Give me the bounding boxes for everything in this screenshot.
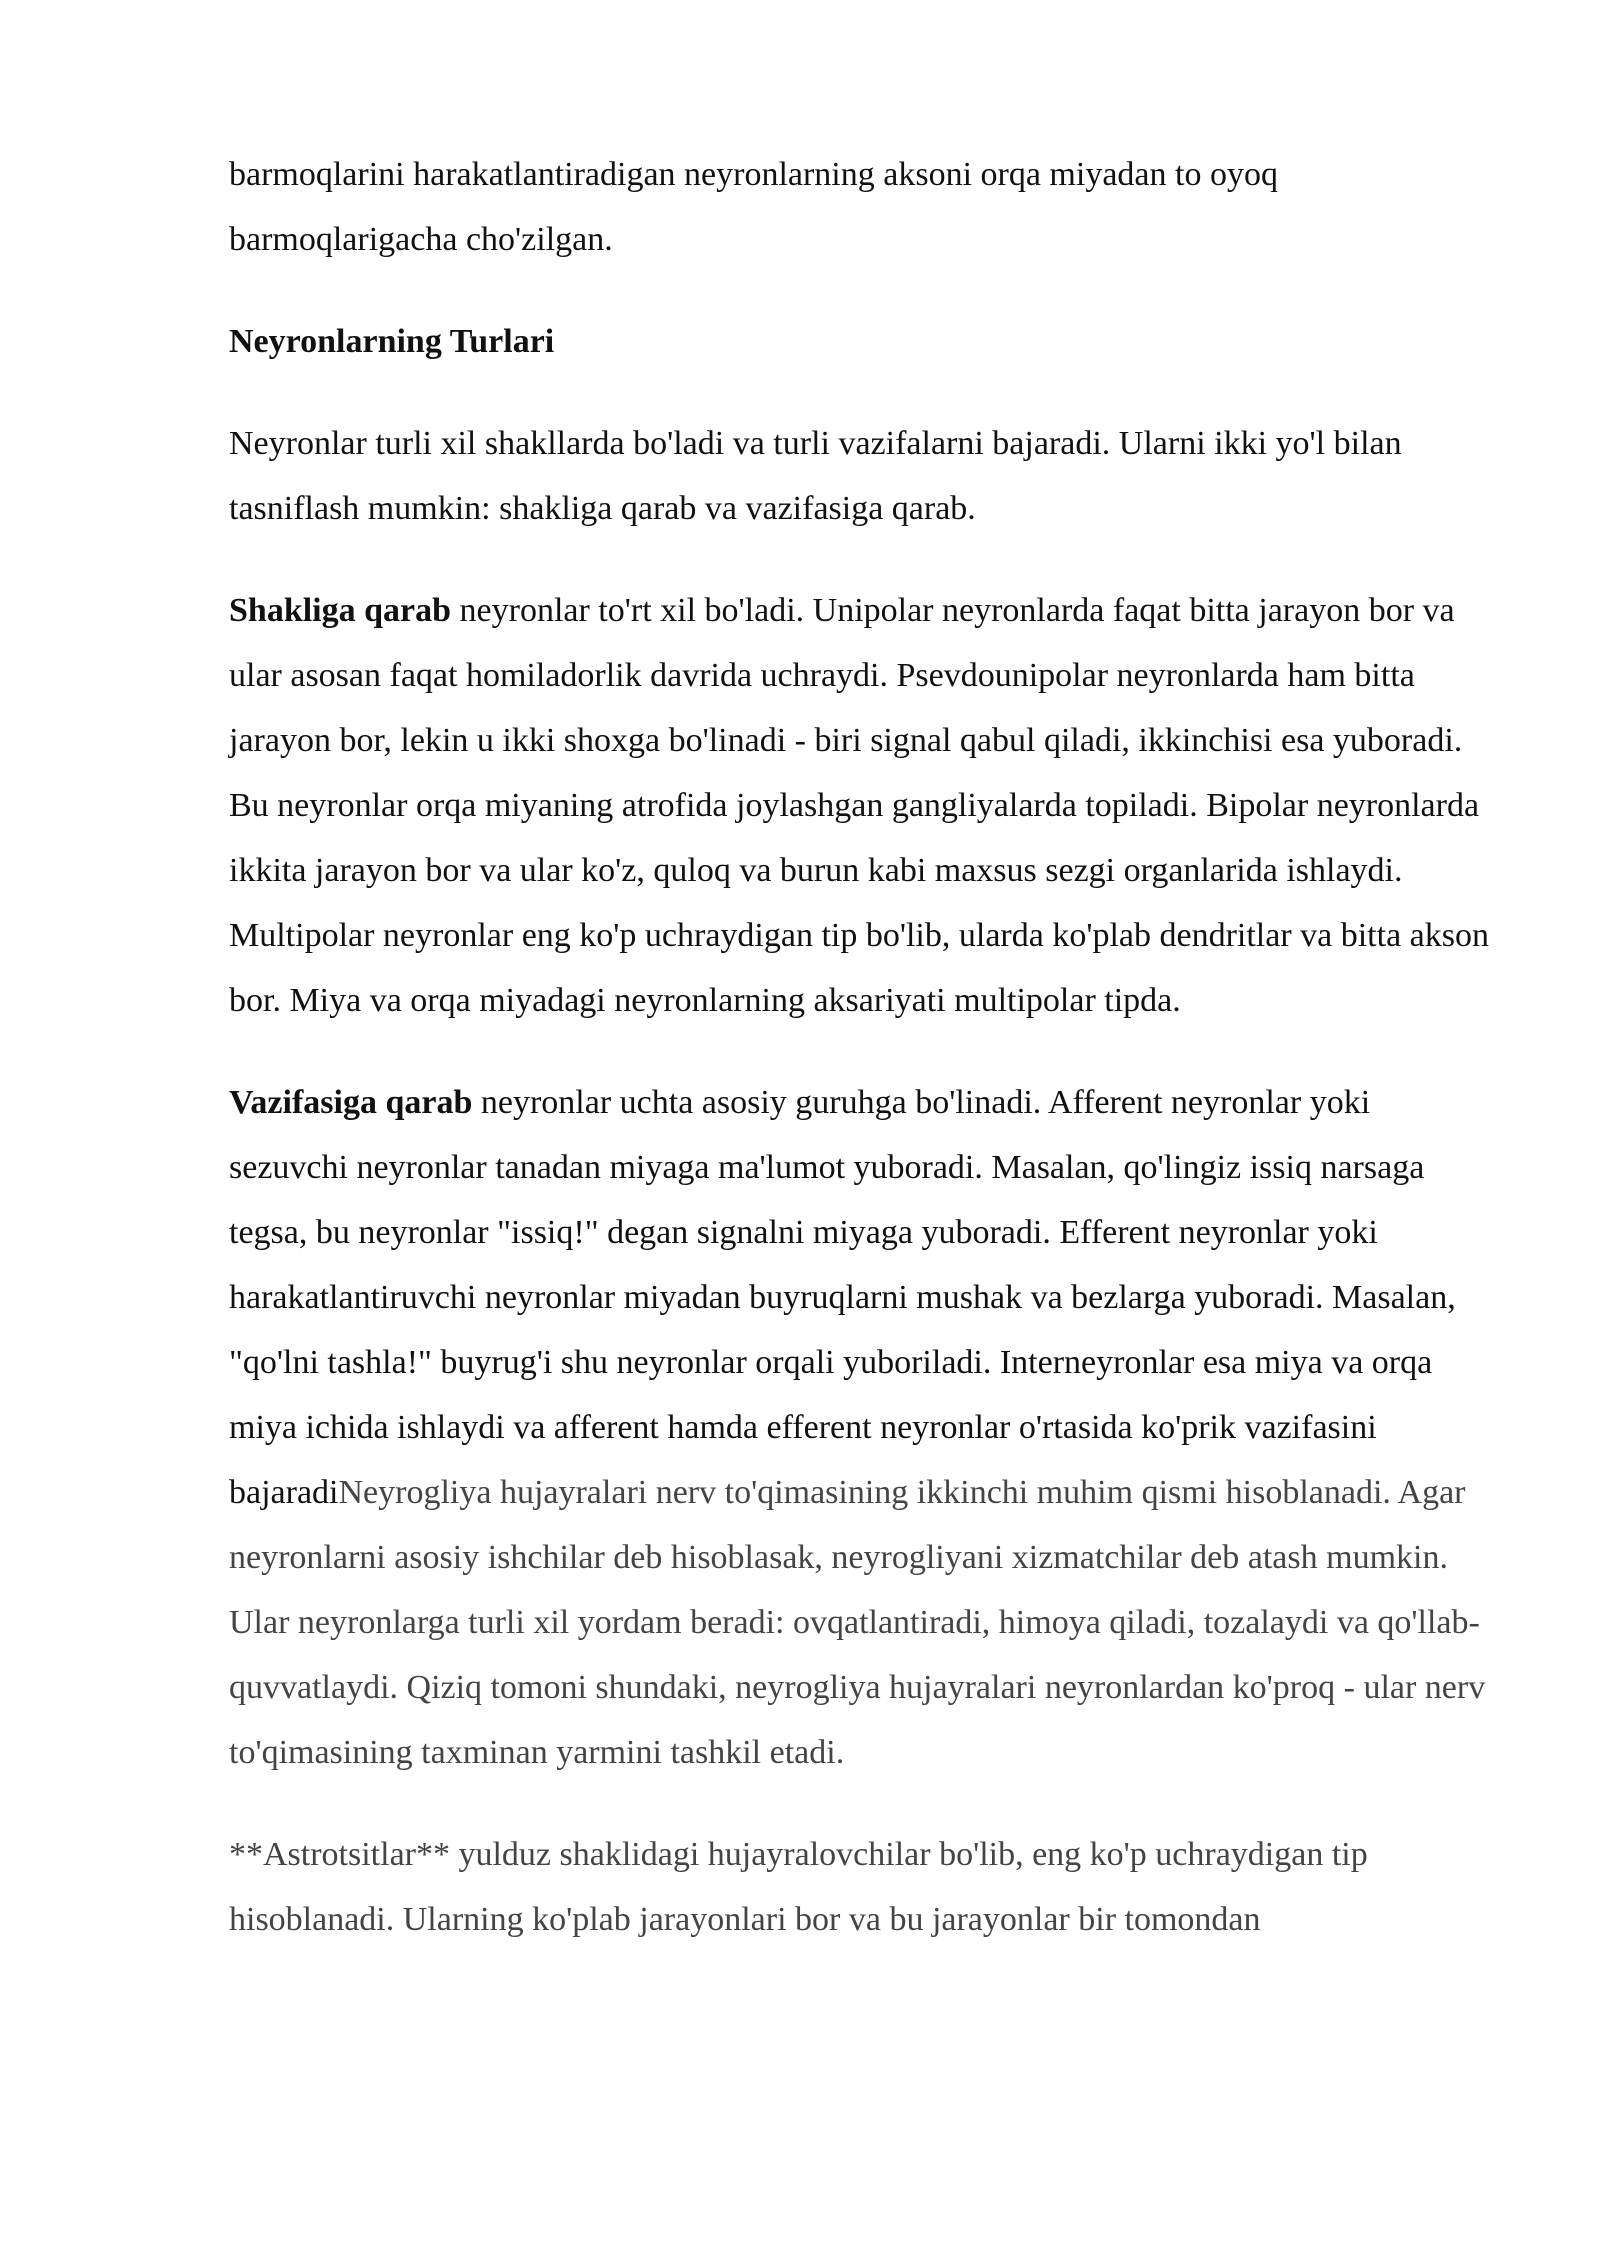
paragraph-by-shape xyxy=(229,578,1489,1033)
paragraph-classification: Neyronlar turli xil shakllarda bo'ladi va turli vazifalarni bajaradi. Ularni ikki yo'l bilan tasniflash mumkin: shakliga qarab va vazifasiga qarab. xyxy=(229,425,1402,527)
document-body xyxy=(229,142,1489,1989)
section-heading: Neyronlarning Turlari xyxy=(229,323,555,360)
paragraph-astrocytes: **Astrotsitlar** yulduz shaklidagi hujayralovchilar bo'lib, eng ko'p uchraydigan tip hisoblanadi. Ularning ko'plab jarayonlari bor va bu jarayonlar bir tomondan xyxy=(229,1836,1368,1938)
paragraph-intro: barmoqlarini harakatlantiradigan neyronlarning aksoni orqa miyadan to oyoq barmoqlarigacha cho'zilgan. xyxy=(229,156,1278,258)
paragraph-body-function: neyronlar uchta asosiy guruhga bo'linadi. Afferent neyronlar yoki sezuvchi neyronlar tanadan miyaga ma'lumot yuboradi. Masalan, qo'lingiz issiq narsaga tegsa, bu neyronlar "issiq!" degan signalni miyaga yuboradi. Efferent neyronlar yoki harakatlantiruvchi neyronlar miyadan buyruqlarni mushak va bezlarga yuboradi. Masalan, "qo'lni tashla!" buyrug'i shu neyronlar orqali yuboriladi. Interneyronlar esa miya va orqa miya ichida ishlaydi va afferent hamda efferent neyronlar o'rtasida ko'prik vazifasini bajaradi xyxy=(229,1084,1456,1511)
paragraph-by-function xyxy=(229,1070,1489,1785)
paragraph-neuroglia: Neyrogliya hujayralari nerv to'qimasining ikkinchi muhim qismi hisoblanadi. Agar neyronlarni asosiy ishchilar deb hisoblasak, neyrogliyani xizmatchilar deb atash mumkin. Ular neyronlarga turli xil yordam beradi: ovqatlantiradi, himoya qiladi, tozalaydi va qo'llab-quvvatlaydi. Qiziq tomoni shundaki, neyrogliya hujayralari neyronlardan ko'proq - ular nerv to'qimasining taxminan yarmini tashkil etadi. xyxy=(229,1474,1486,1771)
paragraph-lead-shape: Shakliga qarab xyxy=(229,592,452,629)
paragraph-body-shape: neyronlar to'rt xil bo'ladi. Unipolar neyronlarda faqat bitta jarayon bor va ular asosan faqat homiladorlik davrida uchraydi. Psevdounipolar neyronlarda ham bitta jarayon bor, lekin u ikki shoxga bo'linadi - biri signal qabul qiladi, ikkinchisi esa yuboradi. Bu neyronlar orqa miyaning atrofida joylashgan gangliyalarda topiladi. Bipolar neyronlarda ikkita jarayon bor va ular ko'z, quloq va burun kabi maxsus sezgi organlarida ishlaydi. Multipolar neyronlar eng ko'p uchraydigan tip bo'lib, ularda ko'plab dendritlar va bitta akson bor. Miya va orqa miyadagi neyronlarning aksariyati multipolar tipda. xyxy=(229,592,1489,1019)
paragraph-lead-function: Vazifasiga qarab xyxy=(229,1084,473,1121)
